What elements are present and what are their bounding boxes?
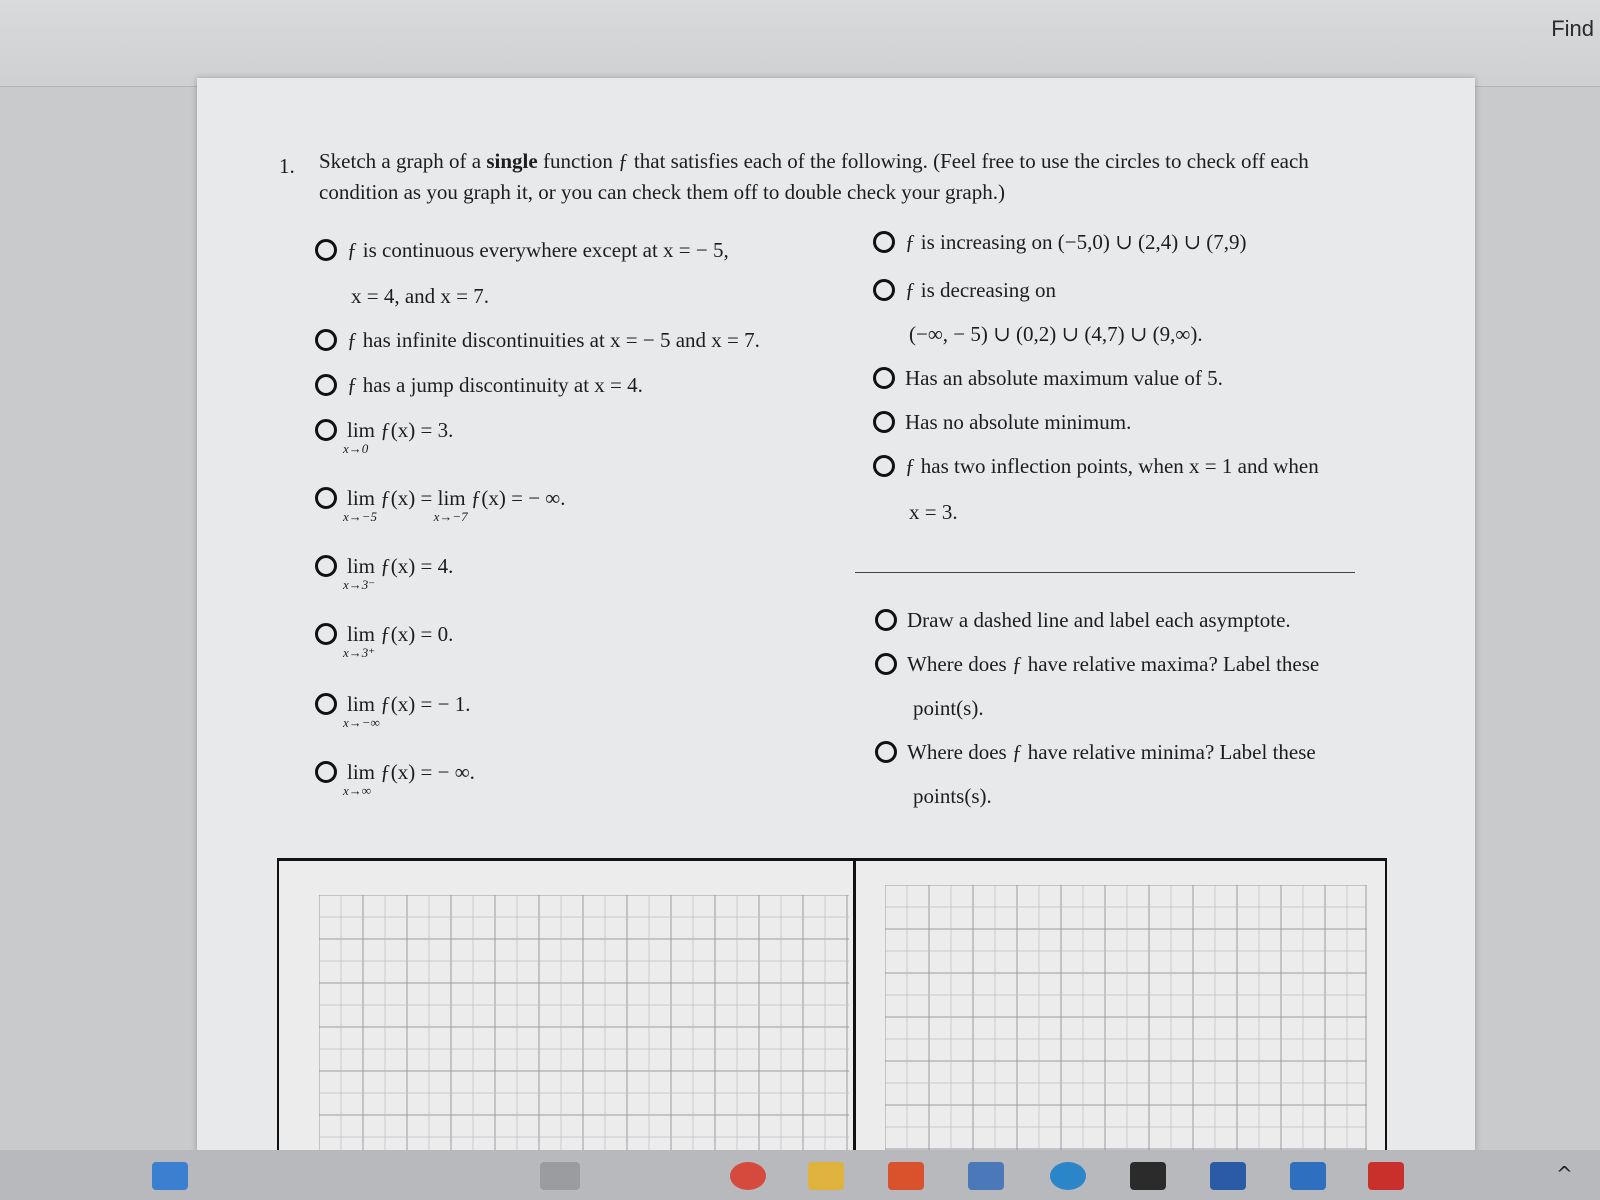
- condition-limit-pos-inf: [315, 760, 475, 798]
- question-text-part: Sketch a graph of a: [319, 149, 487, 173]
- condition-jump-discontinuity: [315, 373, 643, 398]
- condition-infinite-discontinuities: [315, 328, 760, 353]
- check-circle[interactable]: [873, 455, 895, 477]
- condition-absolute-maximum: [873, 366, 1223, 391]
- store-icon[interactable]: [968, 1162, 1004, 1190]
- condition-text: Has no absolute minimum.: [905, 410, 1132, 434]
- check-circle[interactable]: [873, 411, 895, 433]
- condition-asymptotes: [875, 608, 1291, 633]
- condition-text: ƒ(x) = 0.: [380, 622, 454, 646]
- terminal-icon[interactable]: [1130, 1162, 1166, 1190]
- search-icon[interactable]: [540, 1162, 580, 1190]
- condition-text: ƒ(x) = 3.: [380, 418, 454, 442]
- graph-grid-left[interactable]: [319, 895, 849, 1181]
- word-icon[interactable]: [1210, 1162, 1246, 1190]
- check-circle[interactable]: [315, 555, 337, 577]
- chevron-up-icon[interactable]: ^: [1556, 1162, 1573, 1186]
- condition-text: ƒ(x) = 4.: [380, 554, 454, 578]
- condition-text: ƒ(x) =: [380, 486, 433, 510]
- question-number: 1.: [279, 154, 295, 178]
- limit-subscript: x→3⁻: [343, 577, 376, 592]
- condition-limit-x-0: [315, 418, 454, 456]
- graph-divider: [853, 861, 856, 1181]
- condition-text: Draw a dashed line and label each asymptote.: [907, 608, 1291, 632]
- condition-text: (−∞, − 5) ∪ (0,2) ∪ (4,7) ∪ (9,∞).: [909, 322, 1203, 346]
- check-circle[interactable]: [315, 374, 337, 396]
- edge-icon[interactable]: [1050, 1162, 1086, 1190]
- condition-limit-x-3-plus: [315, 622, 454, 660]
- limit-operator: [343, 418, 376, 456]
- graph-area[interactable]: [277, 858, 1387, 1181]
- check-circle[interactable]: [875, 741, 897, 763]
- condition-no-absolute-minimum: [873, 410, 1131, 435]
- check-circle[interactable]: [875, 653, 897, 675]
- condition-increasing: [873, 230, 1247, 255]
- check-circle[interactable]: [873, 279, 895, 301]
- condition-relative-maxima: [875, 652, 1319, 677]
- office-icon[interactable]: [888, 1162, 924, 1190]
- limit-subscript: x→∞: [343, 783, 372, 798]
- start-icon[interactable]: [152, 1162, 188, 1190]
- limit-operator: [343, 692, 380, 730]
- condition-relative-minima-cont: [913, 784, 992, 809]
- section-divider: [855, 572, 1355, 573]
- limit-word: lim: [347, 554, 376, 578]
- check-circle[interactable]: [315, 419, 337, 441]
- acrobat-icon[interactable]: [1368, 1162, 1404, 1190]
- condition-text: ƒ has infinite discontinuities at x = − 5 and x = 7.: [347, 328, 760, 352]
- limit-operator: [343, 622, 376, 660]
- limit-word: lim: [437, 486, 466, 510]
- condition-text: x = 3.: [909, 500, 958, 524]
- question-text: [319, 146, 1369, 208]
- condition-text: ƒ(x) = − 1.: [380, 692, 471, 716]
- check-circle[interactable]: [315, 623, 337, 645]
- condition-text: Has an absolute maximum value of 5.: [905, 366, 1223, 390]
- graph-grid-right[interactable]: [885, 885, 1367, 1181]
- condition-text: ƒ(x) = − ∞.: [470, 486, 566, 510]
- condition-text: Where does ƒ have relative maxima? Label these: [907, 652, 1320, 676]
- condition-relative-minima: [875, 740, 1316, 765]
- condition-text: x = 4, and x = 7.: [351, 284, 490, 308]
- limit-subscript: x→−7: [433, 509, 468, 524]
- condition-text: ƒ is increasing on (−5,0) ∪ (2,4) ∪ (7,9): [905, 230, 1247, 254]
- condition-continuous: [315, 238, 729, 263]
- limit-word: lim: [347, 486, 376, 510]
- condition-limit-neg-inf: [315, 692, 471, 730]
- limit-subscript: x→3⁺: [343, 645, 376, 660]
- limit-operator: [343, 486, 378, 524]
- condition-limit-x-neg5-neg7: [315, 486, 566, 524]
- condition-text: points(s).: [913, 784, 992, 808]
- condition-text: ƒ has two inflection points, when x = 1 and when: [905, 454, 1319, 478]
- check-circle[interactable]: [875, 609, 897, 631]
- limit-subscript: x→0: [343, 441, 369, 456]
- check-circle[interactable]: [315, 693, 337, 715]
- condition-relative-maxima-cont: [913, 696, 984, 721]
- condition-decreasing-cont: [909, 322, 1203, 347]
- limit-word: lim: [347, 418, 376, 442]
- limit-word: lim: [347, 692, 376, 716]
- condition-inflection-points: [873, 454, 1319, 479]
- condition-text: ƒ(x) = − ∞.: [380, 760, 475, 784]
- onedrive-icon[interactable]: [1290, 1162, 1326, 1190]
- worksheet-page: [197, 78, 1475, 1170]
- taskbar: [0, 1150, 1600, 1200]
- check-circle[interactable]: [873, 231, 895, 253]
- condition-continuous-cont: [351, 284, 489, 309]
- condition-text: Where does ƒ have relative minima? Label these: [907, 740, 1316, 764]
- question-text-bold: single: [486, 149, 538, 173]
- condition-limit-x-3-minus: [315, 554, 454, 592]
- check-circle[interactable]: [873, 367, 895, 389]
- condition-text: ƒ is continuous everywhere except at x = − 5,: [347, 238, 729, 262]
- check-circle[interactable]: [315, 329, 337, 351]
- condition-text: ƒ is decreasing on: [905, 278, 1057, 302]
- condition-text: ƒ has a jump discontinuity at x = 4.: [347, 373, 643, 397]
- limit-operator: [343, 554, 376, 592]
- question-text-part: function ƒ that satisfies each of the following. (Feel free to use the circles to check off each condition as you graph it, or you can check them off to double check your graph.): [319, 149, 1309, 204]
- browser-toolbar: [0, 0, 1600, 87]
- condition-inflection-points-cont: [909, 500, 958, 525]
- check-circle[interactable]: [315, 239, 337, 261]
- condition-text: point(s).: [913, 696, 984, 720]
- limit-word: lim: [347, 760, 376, 784]
- folder-icon[interactable]: [808, 1162, 844, 1190]
- check-circle[interactable]: [315, 761, 337, 783]
- condition-decreasing: [873, 278, 1056, 303]
- chrome-icon[interactable]: [730, 1162, 766, 1190]
- limit-operator: [343, 760, 376, 798]
- find-button[interactable]: Find: [1551, 16, 1594, 41]
- limit-subscript: x→−5: [343, 509, 378, 524]
- limit-word: lim: [347, 622, 376, 646]
- check-circle[interactable]: [315, 487, 337, 509]
- limit-subscript: x→−∞: [343, 715, 380, 730]
- limit-operator: [433, 486, 468, 524]
